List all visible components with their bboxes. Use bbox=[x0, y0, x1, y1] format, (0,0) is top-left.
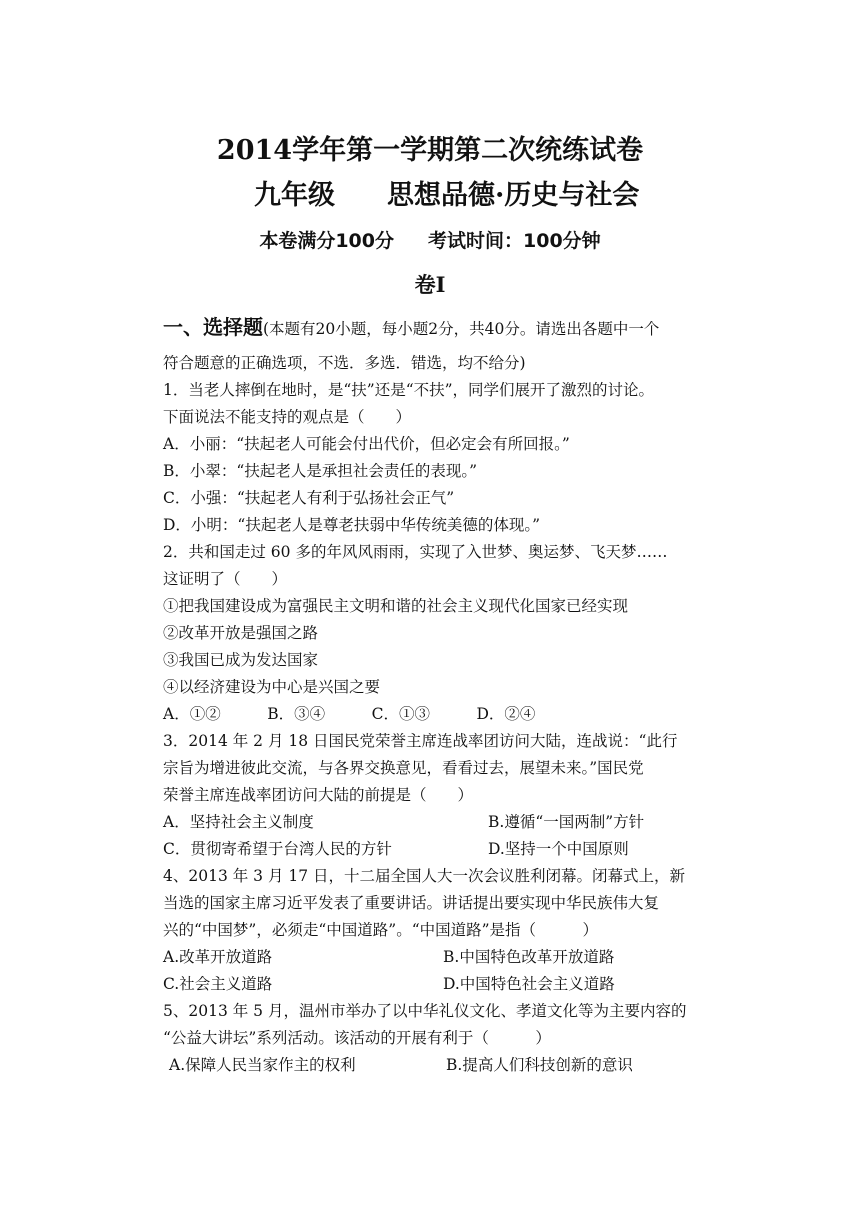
q1-option-b: B．小翠：“扶起老人是承担社会责任的表现。” bbox=[163, 462, 477, 480]
q3-stem-cont2: 荣誉主席连战率团访问大陆的前提是（ ） bbox=[163, 786, 474, 804]
q1-stem: 1．当老人摔倒在地时，是“扶”还是“不扶”，同学们展开了激烈的讨论。 bbox=[163, 381, 655, 399]
grade-subject-line bbox=[254, 173, 639, 212]
exam-info-line bbox=[0, 226, 860, 253]
q2-statement-2: ②改革开放是强国之路 bbox=[163, 624, 319, 642]
q4-option-b: B.中国特色改革开放道路 bbox=[443, 948, 615, 966]
q1-option-d: D．小明：“扶起老人是尊老扶弱中华传统美德的体现。” bbox=[163, 516, 541, 534]
q1-option-c: C．小强：“扶起老人有利于弘扬社会正气” bbox=[163, 489, 455, 507]
grade-label: 九年级 bbox=[254, 180, 335, 211]
q4-stem: 4、2013 年 3 月 17 日，十二届全国人大一次会议胜利闭幕。闭幕式上，新 bbox=[163, 867, 686, 885]
q5-stem-cont: “公益大讲坛”系列活动。该活动的开展有利于（ ） bbox=[163, 1029, 551, 1047]
q3-option-a: A．坚持社会主义制度 bbox=[163, 813, 314, 831]
q2-options: A．①② B．③④ C．①③ D．②④ bbox=[163, 705, 536, 723]
full-score-label: 本卷满分100分 bbox=[259, 230, 394, 252]
q3-option-c: C．贯彻寄希望于台湾人民的方针 bbox=[163, 840, 392, 858]
volume-label: 卷Ⅰ bbox=[414, 272, 446, 297]
q2-statement-1: ①把我国建设成为富强民主文明和谐的社会主义现代化国家已经实现 bbox=[163, 597, 629, 615]
q4-stem-cont: 当选的国家主席习近平发表了重要讲话。讲话提出要实现中华民族伟大复 bbox=[163, 894, 660, 912]
q1-option-a: A．小丽：“扶起老人可能会付出代价，但必定会有所回报。” bbox=[163, 435, 570, 453]
section-heading-line bbox=[163, 317, 659, 339]
q5-option-a: A.保障人民当家作主的权利 bbox=[169, 1056, 356, 1074]
q3-option-d: D.坚持一个中国原则 bbox=[488, 840, 629, 858]
q1-stem-cont: 下面说法不能支持的观点是（ ） bbox=[163, 408, 412, 426]
subject-label: 思想品德·历史与社会 bbox=[387, 180, 640, 211]
q3-stem: 3．2014 年 2 月 18 日国民党荣誉主席连战率团访问大陆，连战说：“此行 bbox=[163, 732, 678, 750]
q2-statement-4: ④以经济建设为中心是兴国之要 bbox=[163, 678, 381, 696]
exam-time-label: 考试时间：100分钟 bbox=[428, 230, 601, 252]
q4-option-c: C.社会主义道路 bbox=[163, 975, 273, 993]
q2-stem: 2．共和国走过 60 多的年风风雨雨，实现了入世梦、奥运梦、飞天梦…… bbox=[163, 543, 668, 561]
q2-stem-cont: 这证明了（ ） bbox=[163, 570, 288, 588]
q5-stem: 5、2013 年 5 月，温州市举办了以中华礼仪文化、孝道文化等为主要内容的 bbox=[163, 1002, 687, 1020]
section-instruction: (本题有20小题，每小题2分，共40分。请选出各题中一个 bbox=[263, 320, 660, 338]
q3-stem-cont: 宗旨为增进彼此交流，与各界交换意见，看看过去，展望未来。”国民党 bbox=[163, 759, 644, 777]
q2-statement-3: ③我国已成为发达国家 bbox=[163, 651, 319, 669]
q3-option-b: B.遵循“一国两制”方针 bbox=[488, 813, 645, 831]
section-instruction-cont: 符合题意的正确选项，不选．多选．错选，均不给分) bbox=[163, 354, 526, 372]
exam-title: 2014学年第一学期第二次统练试卷 bbox=[216, 135, 644, 166]
q5-option-b: B.提高人们科技创新的意识 bbox=[446, 1056, 633, 1074]
section-heading: 一、选择题 bbox=[163, 315, 263, 339]
q4-stem-cont2: 兴的“中国梦”，必须走“中国道路”。“中国道路”是指（ ） bbox=[163, 921, 599, 939]
q4-option-a: A.改革开放道路 bbox=[163, 948, 273, 966]
q4-option-d: D.中国特色社会主义道路 bbox=[443, 975, 615, 993]
